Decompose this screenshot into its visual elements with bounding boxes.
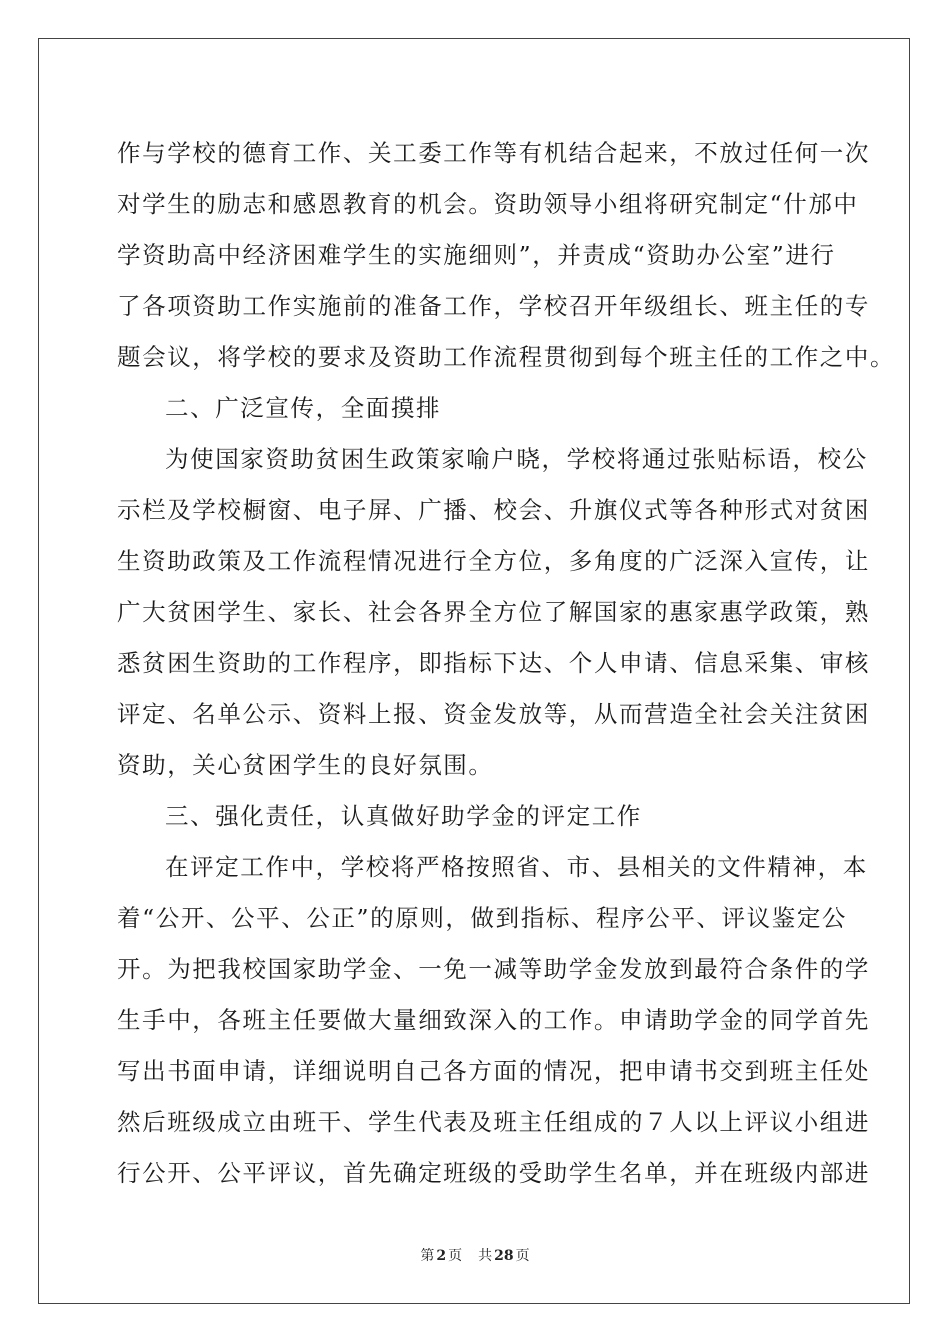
page-total-number: 28	[494, 1248, 514, 1264]
paragraph-line: 学资助高中经济困难学生的实施细则”，并责成“资助办公室”进行	[117, 241, 836, 269]
paragraph-line: 生资助政策及工作流程情况进行全方位，多角度的广泛深入宣传，让	[117, 547, 870, 575]
paragraph-line: 对学生的励志和感恩教育的机会。资助领导小组将研究制定“什邡中	[117, 190, 859, 218]
paragraph-line: 为使国家资助贫困生政策家喻户晓，学校将通过张贴标语，校公	[165, 445, 868, 473]
page-current-number: 2	[436, 1248, 447, 1264]
paragraph-line: 开。为把我校国家助学金、一免一减等助学金发放到最符合条件的学	[117, 955, 870, 983]
section-heading-2: 二、广泛宣传，全面摸排	[165, 394, 442, 422]
paragraph-line: 然后班级成立由班干、学生代表及班主任组成的７人以上评议小组进	[117, 1108, 870, 1136]
paragraph-line: 资助，关心贫困学生的良好氛围。	[117, 751, 494, 779]
page-prefix: 第	[420, 1248, 435, 1264]
paragraph-line: 题会议，将学校的要求及资助工作流程贯彻到每个班主任的工作之中。	[117, 343, 896, 371]
paragraph-line: 了各项资助工作实施前的准备工作，学校召开年级组长、班主任的专	[117, 292, 870, 320]
page-footer	[0, 1245, 950, 1265]
paragraph-line: 行公开、公平评议，首先确定班级的受助学生名单，并在班级内部进	[117, 1159, 870, 1187]
paragraph-line: 广大贫困学生、家长、社会各界全方位了解国家的惠家惠学政策，熟	[117, 598, 870, 626]
paragraph-line: 着“公开、公平、公正”的原则，做到指标、程序公平、评议鉴定公	[117, 904, 848, 932]
paragraph-line: 写出书面申请，详细说明自己各方面的情况，把申请书交到班主任处	[117, 1057, 870, 1085]
paragraph-line: 评定、名单公示、资料上报、资金发放等，从而营造全社会关注贫困	[117, 700, 870, 728]
paragraph-line: 作与学校的德育工作、关工委工作等有机结合起来，不放过任何一次	[117, 139, 870, 167]
paragraph-line: 在评定工作中，学校将严格按照省、市、县相关的文件精神，本	[165, 853, 868, 881]
paragraph-line: 悉贫困生资助的工作程序，即指标下达、个人申请、信息采集、审核	[117, 649, 870, 677]
total-prefix: 共	[478, 1248, 493, 1264]
document-body	[117, 128, 896, 1199]
total-suffix: 页	[515, 1248, 530, 1264]
paragraph-line: 生手中，各班主任要做大量细致深入的工作。申请助学金的同学首先	[117, 1006, 870, 1034]
page-suffix: 页	[448, 1248, 463, 1264]
section-heading-3: 三、强化责任，认真做好助学金的评定工作	[165, 802, 642, 830]
paragraph-line: 示栏及学校橱窗、电子屏、广播、校会、升旗仪式等各种形式对贫困	[117, 496, 870, 524]
